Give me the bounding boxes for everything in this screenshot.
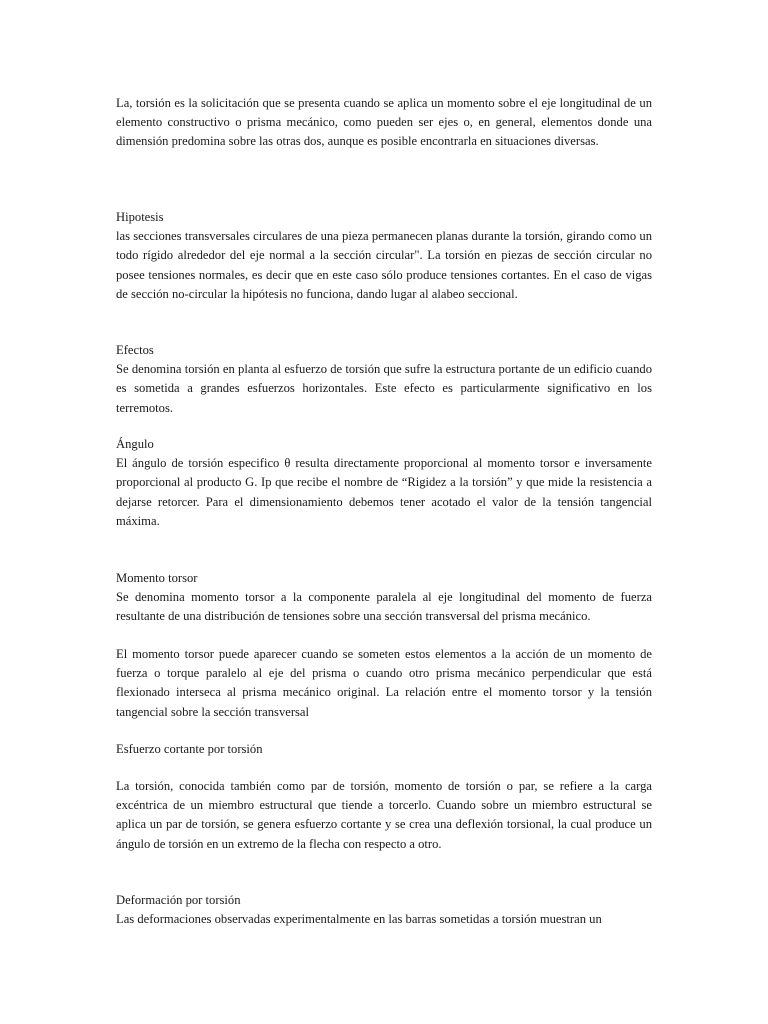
section-hipotesis [116,208,652,304]
section-momento-torsor [116,569,652,627]
section-efectos [116,341,652,418]
section-heading: Deformación por torsión [116,893,241,907]
section-deformacion [116,891,652,929]
momento-paragraph-2: El momento torsor puede aparecer cuando se someten estos elementos a la acción de un momento de fuerza o torque paralelo al eje del prisma o cuando otro prisma mecánico perpendicular que está flexionado interseca al prisma mecánico original. La relación entre el momento torsor y la tensión tangencial sobre la sección transversal [116,647,652,719]
section-heading: Efectos [116,343,154,357]
section-paragraph: Se denomina momento torsor a la componente paralela al eje longitudinal del momento de fuerza resultante de una distribución de tensiones sobre una sección transversal del prisma mecánico. [116,590,652,624]
section-heading: Momento torsor [116,571,198,585]
section-paragraph: Las deformaciones observadas experimentalmente en las barras sometidas a torsión muestran un [116,912,602,927]
esfuerzo-paragraph: La torsión, conocida también como par de torsión, momento de torsión o par, se refiere a la carga excéntrica de un miembro estructural que tiende a torcerlo. Cuando sobre un miembro estructural se aplica un par de torsión, se genera esfuerzo cortante y se crea una deflexión torsional, la cual produce un ángulo de torsión en un extremo de la flecha con respecto a otro. [116,779,652,851]
section-paragraph: Se denomina torsión en planta al esfuerzo de torsión que sufre la estructura portante de un edificio cuando es sometida a grandes esfuerzos horizontales. Este efecto es particularmente significativo en los terremotos. [116,362,652,415]
section-heading: Hipotesis [116,210,164,224]
section-paragraph: las secciones transversales circulares de una pieza permanecen planas durante la torsión, girando como un todo rígido alrededor del eje normal a la sección circular". La torsión en piezas de sección circular no posee tensiones normales, es decir que en este caso sólo produce tensiones cortantes. En el caso de vigas de sección no-circular la hipótesis no funciona, dando lugar al alabeo seccional. [116,229,652,301]
section-angulo [116,435,652,531]
section-heading: Ángulo [116,437,154,451]
section-paragraph: El ángulo de torsión especifico θ resulta directamente proporcional al momento torsor e inversamente proporcional al producto G. Ip que recibe el nombre de “Rigidez a la torsión” y que mide la resistencia a dejarse retorcer. Para el dimensionamiento debemos tener acotado el valor de la tensión tangencial máxima. [116,456,652,528]
intro-paragraph: La, torsión es la solicitación que se presenta cuando se aplica un momento sobre el eje longitudinal de un elemento constructivo o prisma mecánico, como pueden ser ejes o, en general, elementos donde una dimensión predomina sobre las otras dos, aunque es posible encontrarla en situaciones diversas. [116,96,652,149]
section-heading-esfuerzo: Esfuerzo cortante por torsión [116,742,263,756]
